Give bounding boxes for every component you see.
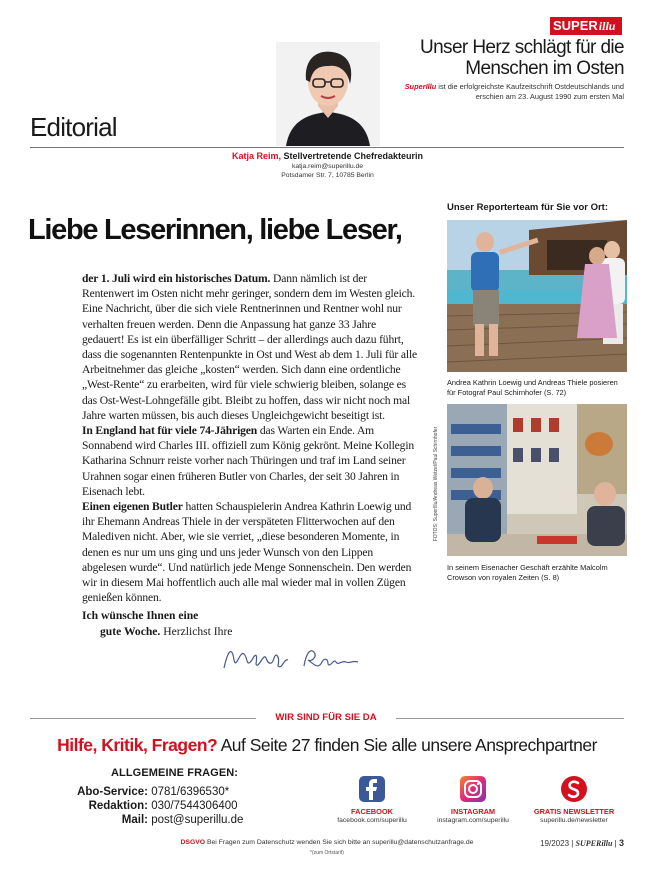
superillu-logo: SUPERillu (550, 17, 622, 35)
photo-caption: In seinem Eisenacher Geschäft erzählte Malcolm Crowson von royalen Zeiten (S. 8) (447, 563, 608, 582)
instagram-link[interactable]: INSTAGRAM instagram.com/superillu (425, 776, 521, 825)
sidebar-heading: Unser Reporterteam für Sie vor Ort: (447, 202, 609, 213)
editorial-body (82, 271, 417, 605)
paragraph: In England hat für viele 74-Jährigen das Warten ein Ende. Am Sonnabend wird Charles III. offiziell zum König gekrönt. Meine Kollegin Katharina Schnurr reiste vorher nach Thüringen und traf im Land seiner Urahnen sogar einen früheren Butler von Charles, der seit 30 Jahren in Eisenach lebt. (82, 424, 415, 498)
section-title: Editorial (30, 112, 117, 142)
contact-redaktion[interactable]: Redaktion: 030/7544306400 (88, 800, 238, 812)
author-email[interactable]: katja.reim@superillu.de (291, 163, 364, 170)
footnote: *(zum Ortstarif) (310, 850, 344, 856)
divider (30, 147, 624, 148)
help-line: Hilfe, Kritik, Fragen? Auf Seite 27 finden Sie alle unsere Ansprechpartner (57, 735, 597, 755)
photo-credit: FOTOS: SuperIllu/Andreas Wetzel/Paul Schirnhofer (433, 426, 439, 542)
facebook-link[interactable]: FACEBOOK facebook.com/superillu (324, 776, 420, 825)
page-footer: 19/2023 | SUPERillu | 3 (540, 838, 624, 848)
paragraph: der 1. Juli wird ein historisches Datum. Dann nämlich ist der Rentenwert im Osten nicht mehr geringer, sondern dem im Westen gleich. Eine Nachricht, über die sich viele Rentnerinnen und Rentner wohl nur verhalten freuen werden. Denn die Anpassung hat ganze 33 Jahre gedauert! Es ist ein überfälliger Schritt – der allerdings auch dazu führt, dass die sogenannten Rentenpunkte in Ost und West ab dem 1. Juli für alle Arbeitnehmer das gleiche „kosten“ werden. Sich dann eine ordentliche „West-Rente“ zu erarbeiten, wird für viele schwierig bleiben, solange es das Ost-West-Lohngefälle gibt. Bleibt zu hoffen, dass wir nicht noch mal Jahre warten müssen, bis auch dieses Ungleichgewicht beseitigt ist. (82, 272, 418, 422)
brand-tagline: Unser Herz schlägt für die Menschen im Osten (419, 37, 624, 79)
facebook-icon (359, 776, 385, 802)
contact-section-label: WIR SIND FÜR SIE DA (275, 712, 377, 723)
paragraph: Einen eigenen Butler hatten Schauspielerin Andrea Kathrin Loewig und ihr Ehemann Andreas Thiele in der verspäteten Flitterwochen auf den Malediven nicht. Aber, wie sie verriet, „diese besonderen Momente, in denen es nur um uns ging und uns jeder Wunsch von den Lippen abgelesen wurde“. Und natürlich jede Menge Sonnenschein. Den werden wir in diesem Mai hoffentlich auch alle mal wieder mal in vollen Zügen genießen können. (82, 500, 412, 605)
instagram-icon (460, 776, 486, 802)
contact-abo-service[interactable]: Abo-Service: 0781/6396530* (77, 786, 230, 798)
newsletter-link[interactable]: GRATIS NEWSLETTER superillu.de/newsletter (526, 776, 622, 825)
editorial-headline: Liebe Leserinnen, liebe Leser, (28, 214, 402, 246)
divider (396, 718, 624, 719)
contact-mail[interactable]: Mail: post@superillu.de (121, 814, 244, 826)
brand-tagline-sub: SuperIllu ist die erfolgreichste Kaufzeitschrift Ostdeutschlands und erschien am 23. August 1990 zum ersten Mal (404, 82, 624, 101)
divider (30, 718, 256, 719)
handwritten-signature (218, 640, 368, 676)
photo-caption: Andrea Kathrin Loewig und Andreas Thiele posieren für Fotograf Paul Schirnhofer (S. 72) (447, 378, 618, 397)
newsletter-icon (561, 776, 587, 802)
dsgvo-note: DSGVO Bei Fragen zum Datenschutz wenden Sie sich bitte an superillu@datenschutzanfrage.de (180, 839, 474, 846)
photo-shop-eisenach (447, 404, 627, 556)
closing-greeting: Ich wünsche Ihnen eine gute Woche. Herzlichst Ihre (82, 609, 233, 638)
author-portrait (276, 42, 380, 146)
author-address: Potsdamer Str. 7, 10785 Berlin (281, 172, 374, 179)
author-name: Katja Reim, Stellvertretende Chefredakteurin (231, 151, 424, 161)
photo-couple-maldives (447, 220, 627, 372)
general-questions-title: ALLGEMEINE FRAGEN: (111, 767, 239, 779)
